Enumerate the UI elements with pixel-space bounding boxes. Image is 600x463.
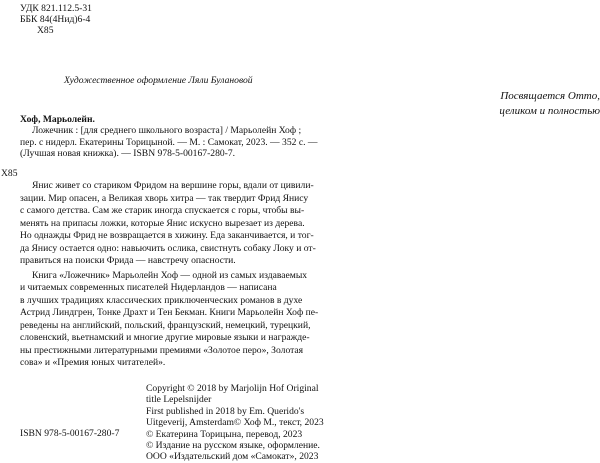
copyright-line: Uitgeverij, Amsterdam© Хоф М., текст, 2023 xyxy=(146,417,324,429)
dedication-line-1: Посвящается Отто, xyxy=(500,90,600,102)
illustrator-credit: Художественное оформление Ляли Булановой xyxy=(64,75,253,86)
annotation-line: Но однажды Фрид не возвращается в хижину. Еда заканчивается, и тог- xyxy=(20,230,314,241)
bbk-code: ББК 84(4Нид)6-4 xyxy=(20,14,91,25)
copyright-line: ООО «Издательский дом «Самокат», 2023 xyxy=(146,451,319,463)
annotation xyxy=(20,180,346,370)
annotation-line: и читаемых современных писателей Нидерландов — написана xyxy=(20,282,277,293)
annotation-line: менять на припасы ложки, которые Янис искусно вырезает из дерева. xyxy=(20,217,305,229)
annotation-line: словенский, вьетнамский и многие другие мировые языки и награжде- xyxy=(20,332,310,343)
dedication xyxy=(482,89,600,119)
annotation-line: да Янису остается одно: навьючить ослика, свистнуть собаку Локу и от- xyxy=(20,242,316,254)
copyright-line: © Издание на русском языке, оформление. xyxy=(146,440,320,452)
annotation-line: в лучших традициях классических приключенческих романов в духе xyxy=(20,294,303,306)
author-mark: Х85 xyxy=(37,25,54,36)
annotation-line: Янис живет со стариком Фридом на вершине горы, вдали от цивили- xyxy=(32,180,314,191)
biblio-line: Ложечник : [для среднего школьного возраста] / Марьолейн Хоф ; xyxy=(32,125,302,137)
dedication-line-2: целиком и полностью xyxy=(499,105,600,117)
isbn: ISBN 978-5-00167-280-7 xyxy=(20,428,120,439)
biblio-author: Хоф, Марьолейн. xyxy=(20,114,95,125)
copyright-block xyxy=(146,383,324,463)
annotation-line: с самого детства. Сам же старик иногда спускается с горы, чтобы вы- xyxy=(20,205,305,216)
udk-code: УДК 821.112.5-31 xyxy=(20,3,92,14)
bibliographic-record xyxy=(20,114,342,160)
copyright-line: First published in 2018 by Em. Querido's xyxy=(146,405,305,417)
side-author-mark: Х85 xyxy=(1,168,18,179)
copyright-line: title Lepelsnijder xyxy=(146,394,212,406)
biblio-line: пер. с нидерл. Екатерины Торицыной. — М. : Самокат, 2023. — 352 с. — xyxy=(20,136,318,148)
annotation-line: ны престижными литературными премиями «Золотое перо», Золотая xyxy=(20,344,304,356)
annotation-line: зации. Мир опасен, а Великая хворь хитра — так твердит Фрид Янису xyxy=(20,192,309,204)
annotation-line: правиться на поиски Фрида — навстречу опасности. xyxy=(20,255,236,266)
annotation-line: Астрид Линдгрен, Тонке Драхт и Тен Бекман. Книги Марьолейн Хоф пе- xyxy=(20,307,319,318)
copyright-line: Copyright © 2018 by Marjolijn Hof Original xyxy=(146,383,319,394)
catalog-codes xyxy=(20,3,92,36)
annotation-line: Книга «Ложечник» Марьолейн Хоф — одной из самых издаваемых xyxy=(32,269,308,281)
annotation-line: сова» и «Премия юных читателей». xyxy=(20,357,166,368)
biblio-line: (Лучшая новая книжка). — ISBN 978-5-00167-280-7. xyxy=(20,148,236,160)
copyright-line: © Екатерина Торицына, перевод, 2023 xyxy=(146,428,303,440)
annotation-line: реведены на английский, польский, французский, немецкий, турецкий, xyxy=(20,319,311,331)
